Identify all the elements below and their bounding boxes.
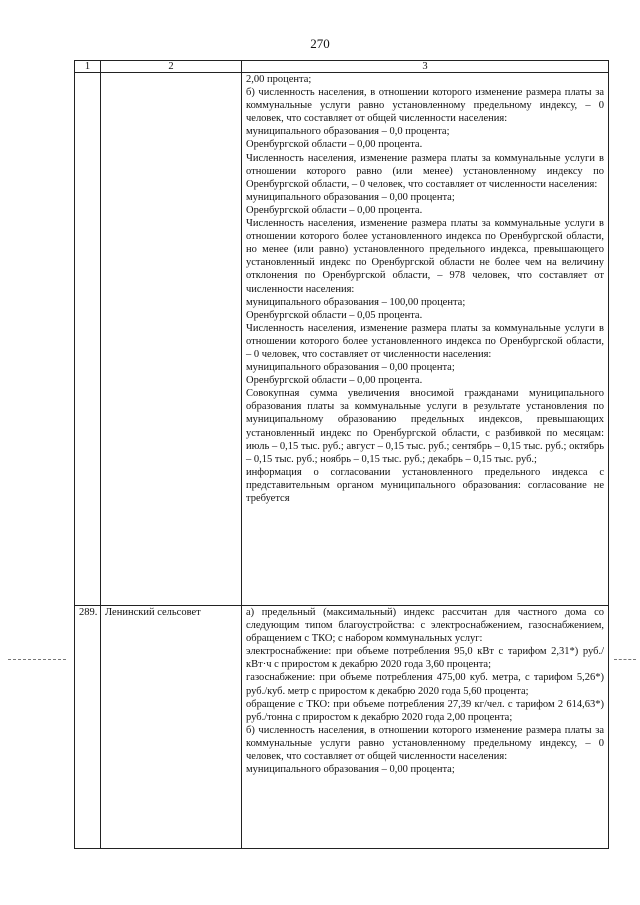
content-line: Численность населения, изменение размера платы за коммунальные услуги в отношении которого более установленного индекса по Оренбургской области, – 0 человек, что составляет от численности населения: xyxy=(246,322,604,360)
scan-artifact-line xyxy=(8,659,66,660)
content-line: Численность населения, изменение размера платы за коммунальные услуги в отношении которого более установленного индекса по Оренбургской области, но менее (или равно) установленного предельного индекса, превышающего установленный индекс по Оренбургской области не более чем на величину отклонения по Оренбургской области, – 978 человек, что составляет от численности населения: xyxy=(246,218,604,295)
row-content-cell xyxy=(242,606,609,849)
content-line: электроснабжение: при объеме потребления 95,0 кВт с тарифом 2,31*) руб./кВт·ч с приростом к декабрю 2020 года 3,60 процента; xyxy=(246,646,604,671)
content-line: Оренбургской области – 0,00 процента. xyxy=(246,139,423,151)
row-name-cell: Ленинский сельсовет xyxy=(101,606,242,849)
content-line: Совокупная сумма увеличения вносимой гражданами муниципального образования платы за коммунальные услуги в результате установления по муниципальному образованию предельных индексов, превышающих установленный индекс по Оренбургской области, с разбивкой по месяцам: июль – 0,15 тыс. руб.; август – 0,15 тыс. руб.; сентябрь – 0,15 тыс. руб.; октябрь – 0,15 тыс. руб.; ноябрь – 0,15 тыс. руб.; декабрь – 0,15 тыс. руб.; xyxy=(246,388,604,465)
content-line: обращение с ТКО: при объеме потребления 27,39 кг/чел. с тарифом 2 614,63*) руб./тонна с приростом к декабрю 2020 года 2,00 процента; xyxy=(246,698,604,723)
content-line: муниципального образования – 100,00 процента; xyxy=(246,296,466,308)
column-header-1: 1 xyxy=(75,61,101,73)
table-header-row xyxy=(75,61,609,73)
column-header-2: 2 xyxy=(101,61,242,73)
content-line: Оренбургской области – 0,00 процента. xyxy=(246,204,423,216)
row-number-cell xyxy=(75,73,101,606)
content-line: а) предельный (максимальный) индекс рассчитан для частного дома со следующим типом благоустройства: с электроснабжением, газоснабжением, обращением с ТКО; с набором коммунальных услуг: xyxy=(246,607,604,645)
content-line: б) численность населения, в отношении которого изменение размера платы за коммунальные услуги равно установленному предельному индексу, – 0 человек, что составляет от общей численности населения: xyxy=(246,87,604,125)
content-line: б) численность населения, в отношении которого изменение размера платы за коммунальные услуги равно установленному предельному индексу, – 0 человек, что составляет от общей численности населения: xyxy=(246,724,604,763)
content-line: информация о согласовании установленного предельного индекса с представительным органом муниципального образования: согласование не требуется xyxy=(246,466,604,504)
content-line: муниципального образования – 0,00 процента; xyxy=(246,191,455,203)
table-row xyxy=(75,606,609,849)
row-name-cell xyxy=(101,73,242,606)
column-header-3: 3 xyxy=(242,61,609,73)
row-content-cell xyxy=(242,73,609,606)
content-line: Оренбургской области – 0,05 процента. xyxy=(246,309,423,321)
scan-artifact-line xyxy=(614,659,636,660)
content-line: 2,00 процента; xyxy=(246,74,312,85)
data-table xyxy=(74,60,609,849)
content-line: муниципального образования – 0,00 процента; xyxy=(246,764,455,776)
content-line: Оренбургской области – 0,00 процента. xyxy=(246,375,423,387)
content-line: Численность населения, изменение размера платы за коммунальные услуги в отношении которого равно (или менее) установленному индексу по Оренбургской области, – 0 человек, что составляет от численности населения: xyxy=(246,152,604,190)
table-row xyxy=(75,73,609,606)
content-line: муниципального образования – 0,00 процента; xyxy=(246,362,455,374)
row-number-cell: 289. xyxy=(75,606,101,849)
content-line: муниципального образования – 0,0 процента; xyxy=(246,126,450,138)
page-number: 270 xyxy=(310,36,330,51)
content-line: газоснабжение: при объеме потребления 475,00 куб. метра, с тарифом 5,26*) руб./куб. метр с приростом к декабрю 2020 года 5,60 процента; xyxy=(246,672,604,697)
